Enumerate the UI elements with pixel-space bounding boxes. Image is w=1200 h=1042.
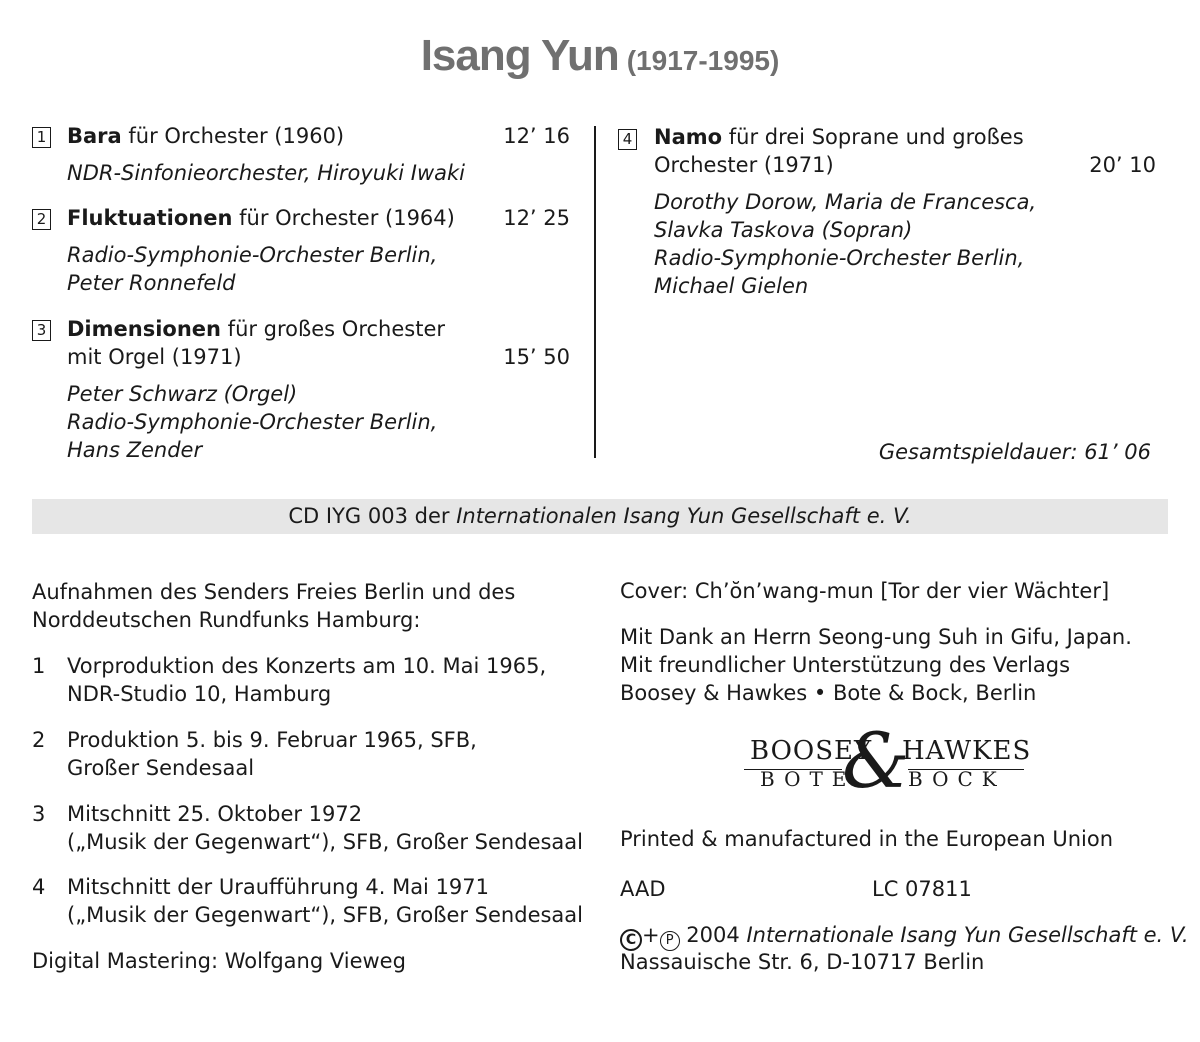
recording-number: 4	[32, 875, 46, 899]
track-desc: für drei Soprane und großes	[728, 125, 1024, 149]
track-performer: Radio-Symphonie-Orchester Berlin,	[67, 243, 438, 267]
composer-years: (1917-1995)	[626, 45, 780, 76]
society-address: Nassauische Str. 6, D-10717 Berlin	[620, 950, 985, 974]
mastering-credit: Digital Mastering: Wolfgang Vieweg	[32, 949, 406, 973]
logo-word-hawkes: HAWKES	[902, 736, 1032, 766]
recording-line: Mitschnitt 25. Oktober 1972	[67, 802, 363, 826]
total-duration: Gesamtspieldauer: 61’ 06	[878, 440, 1151, 464]
logo-ampersand: &	[842, 716, 910, 805]
track-title-line-1	[67, 122, 344, 150]
track-performer: NDR-Sinfonieorchester, Hiroyuki Iwaki	[67, 161, 465, 185]
track-duration-3: 15’ 50	[503, 345, 570, 369]
track-title: Bara	[67, 124, 122, 148]
track-duration-4: 20’ 10	[1089, 153, 1156, 177]
track-performer: Peter Ronnefeld	[67, 271, 236, 295]
track-desc: für Orchester (1964)	[239, 206, 455, 230]
recording-line: NDR-Studio 10, Hamburg	[67, 682, 332, 706]
track-title: Dimensionen	[67, 317, 221, 341]
track-title-line-3	[67, 315, 445, 343]
column-divider	[594, 126, 596, 458]
recording-line: Vorproduktion des Konzerts am 10. Mai 1965,	[67, 654, 547, 678]
track-duration-2: 12’ 25	[503, 206, 570, 230]
logo-word-bote: BOTE	[760, 767, 856, 791]
track-title: Fluktuationen	[67, 206, 233, 230]
recording-line: Großer Sendesaal	[67, 756, 255, 780]
cover-credit: Cover: Ch’ŏn’wang-mun [Tor der vier Wächter]	[620, 579, 1110, 603]
composer-name: Isang Yun	[420, 31, 619, 80]
track-desc: für Orchester (1960)	[128, 124, 345, 148]
thanks-line: Boosey & Hawkes • Bote & Bock, Berlin	[620, 681, 1037, 705]
track-performer: Hans Zender	[67, 438, 203, 462]
track-number-4: 4	[618, 129, 637, 150]
label-code: LC 07811	[872, 877, 972, 901]
track-title: Namo	[654, 125, 723, 149]
publisher-logo	[744, 716, 1032, 805]
thanks-line: Mit freundlicher Unterstützung des Verlags	[620, 653, 1071, 677]
page-title	[0, 31, 1200, 80]
copyright-icon: C	[620, 929, 642, 951]
track-performer: Dorothy Dorow, Maria de Francesca,	[654, 190, 1037, 214]
copyright-year: 2004	[686, 923, 740, 947]
track-performer: Michael Gielen	[654, 274, 809, 298]
track-performer: Radio-Symphonie-Orchester Berlin,	[67, 410, 438, 434]
track-desc: für großes Orchester	[227, 317, 446, 341]
thanks-line: Mit Dank an Herrn Seong-ung Suh in Gifu, Japan.	[620, 625, 1132, 649]
recording-line: Produktion 5. bis 9. Februar 1965, SFB,	[67, 728, 477, 752]
recording-line: („Musik der Gegenwart“), SFB, Großer Sendesaal	[67, 903, 583, 927]
catalog-band	[32, 499, 1168, 534]
catalog-society: Internationalen Isang Yun Gesellschaft e. V.	[456, 504, 912, 528]
printed-notice: Printed & manufactured in the European Union	[620, 827, 1114, 851]
recording-line: Mitschnitt der Uraufführung 4. Mai 1971	[67, 875, 490, 899]
track-number-2: 2	[32, 209, 51, 230]
logo-word-boosey: BOOSEY	[750, 736, 873, 766]
track-duration-1: 12’ 16	[503, 124, 570, 148]
track-number-1: 1	[32, 127, 51, 148]
track-performer: Slavka Taskova (Sopran)	[654, 218, 913, 242]
track-performer: Radio-Symphonie-Orchester Berlin,	[654, 246, 1025, 270]
logo-word-bock: BOCK	[908, 767, 1006, 791]
recording-line: („Musik der Gegenwart“), SFB, Großer Sendesaal	[67, 830, 583, 854]
catalog-prefix: CD IYG 003 der	[288, 504, 450, 528]
track-desc-line-2: mit Orgel (1971)	[67, 345, 242, 369]
copyright-society: Internationale Isang Yun Gesellschaft e. V.	[746, 923, 1189, 947]
track-performer: Peter Schwarz (Orgel)	[67, 382, 298, 406]
track-title-line-4	[654, 123, 1024, 151]
recordings-intro: Aufnahmen des Senders Freies Berlin und des	[32, 580, 516, 604]
recording-number: 2	[32, 728, 46, 752]
recording-number: 1	[32, 654, 46, 678]
recordings-intro: Norddeutschen Rundfunks Hamburg:	[32, 608, 421, 632]
track-title-line-2	[67, 204, 455, 232]
copyright-line	[620, 921, 1189, 951]
track-desc-line-2: Orchester (1971)	[654, 153, 834, 177]
aad-code: AAD	[620, 877, 666, 901]
track-number-3: 3	[32, 320, 51, 341]
copyright-plus: +	[642, 923, 660, 947]
recording-number: 3	[32, 802, 46, 826]
phonogram-icon: P	[660, 931, 680, 951]
